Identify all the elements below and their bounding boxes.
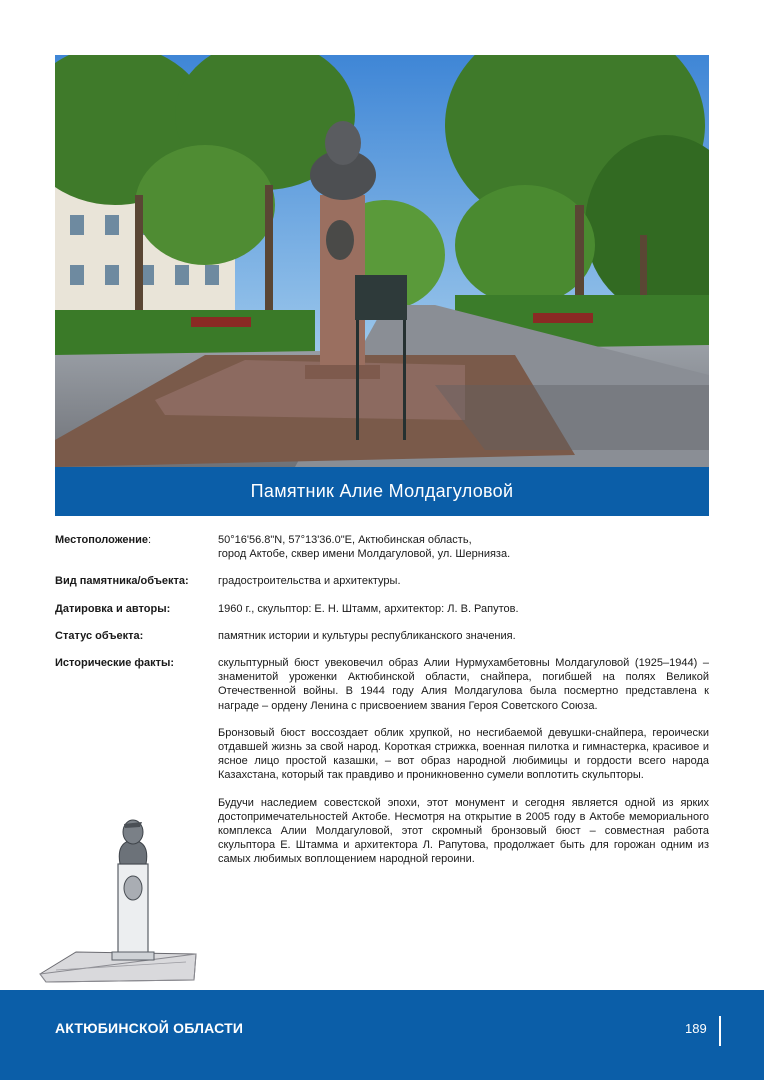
field-value: 1960 г., скульптор: Е. Н. Штамм, архитектор: Л. В. Рапутов. xyxy=(218,602,519,615)
history-label: Исторические факты: xyxy=(55,657,175,670)
field-label: Вид памятника/объекта: xyxy=(55,575,189,588)
history-paragraph: Будучи наследием совестской эпохи, этот монумент и сегодня является одной из ярких достопримечательностей Актобе. Несмотря на открытие в 2005 году в Актобе мемориального комплекса Алии Молдагуловой, этот скромный бронзовый бюст – совместная работа скульптора Е. Штамма и архитектора Л. Рапутова, продолжает быть для горожан одним из самых любимых воплощением народной героини. xyxy=(218,796,709,866)
field-value: градостроительства и архитектуры. xyxy=(218,575,401,588)
history-text xyxy=(218,656,709,867)
history-paragraph: Бронзовый бюст воссоздает облик хрупкой, но несгибаемой девушки-снайпера, героически отдавшей жизнь за свой народ. Короткая стрижка, военная пилотка и гимнастерка, красивое и ясное лицо простой казашки, – вот образ народной любимицы и гордости всего народа Казахстана, который так правдиво и проникновенно сумели воплотить скульпторы. xyxy=(218,726,709,782)
field-row xyxy=(55,574,709,588)
field-value: памятник истории и культуры республиканского значения. xyxy=(218,629,516,642)
monument-photo xyxy=(55,55,709,467)
title-bar xyxy=(55,467,709,516)
field-row xyxy=(55,533,709,561)
field-label: Статус объекта: xyxy=(55,629,144,642)
page-number: 189 xyxy=(685,1021,707,1036)
footer-divider xyxy=(719,1016,721,1046)
footer-region: АКТЮБИНСКОЙ ОБЛАСТИ xyxy=(55,1020,244,1036)
page-title: Памятник Алие Молдагуловой xyxy=(250,481,514,501)
monument-sketch xyxy=(36,812,202,984)
field-label: Датировка и авторы: xyxy=(55,602,171,615)
field-row xyxy=(55,629,709,643)
field-row xyxy=(55,602,709,616)
field-value: 50°16'56.8"N, 57°13'36.0"E, Актюбинская область, город Актобе, сквер имени Молдагуловой, ул. Шернияза. xyxy=(218,534,511,561)
history-paragraph: скульптурный бюст увековечил образ Алии Нурмухамбетовны Молдагуловой (1925–1944) – знаменитой уроженки Актюбинской области, снайпера, погибшей на полях Великой Отечественной войны. В 1944 году Алия Молдагулова была посмертно представлена к награде – ордену Ленина с присвоением звания Героя Советского Союза. xyxy=(218,657,709,712)
field-label: Местоположение: xyxy=(55,534,152,546)
footer xyxy=(0,990,764,1080)
